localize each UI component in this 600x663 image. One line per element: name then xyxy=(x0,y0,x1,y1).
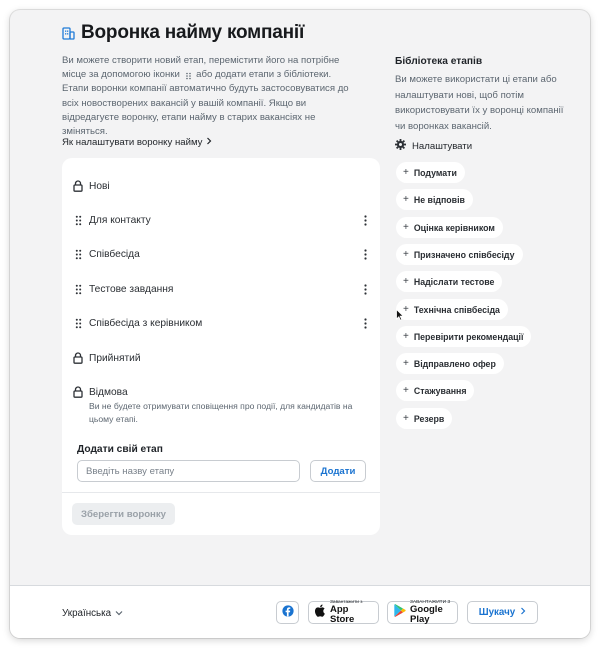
chip-label: Технічна співбесіда xyxy=(413,304,500,315)
chip-label: Оцінка керівником xyxy=(413,222,495,233)
facebook-icon xyxy=(282,604,294,622)
chip-label: Не відповів xyxy=(413,194,465,205)
stage-label: Тестове завдання xyxy=(89,283,174,295)
building-icon xyxy=(62,27,75,40)
lock-icon xyxy=(72,351,84,365)
library-chip[interactable] xyxy=(396,189,473,210)
drag-handle-icon xyxy=(185,71,192,79)
app-store-small-label: Завантажити з xyxy=(330,600,363,605)
library-chip[interactable] xyxy=(396,217,503,238)
chip-label: Перевірити рекомендації xyxy=(413,331,524,342)
google-play-link[interactable] xyxy=(387,601,458,624)
page-header xyxy=(62,22,304,44)
chip-label: Надіслати тестове xyxy=(413,276,495,287)
google-play-small-label: ЗАВАНТАЖИТИ З xyxy=(410,600,451,605)
library-settings-button[interactable] xyxy=(395,139,472,153)
save-pipeline-button[interactable]: Зберегти воронку xyxy=(72,503,175,525)
library-chip[interactable] xyxy=(396,353,504,374)
stage-row xyxy=(62,174,380,198)
plus-icon: + xyxy=(403,221,409,233)
stage-row[interactable] xyxy=(62,277,380,301)
library-chip[interactable] xyxy=(396,244,523,265)
facebook-link[interactable] xyxy=(276,601,299,624)
library-chip[interactable] xyxy=(396,299,508,320)
more-vertical-icon[interactable] xyxy=(360,282,370,296)
drag-handle-icon[interactable] xyxy=(72,316,84,330)
library-title: Бібліотека етапів xyxy=(395,56,483,67)
intro-text xyxy=(62,54,362,139)
job-seeker-label: Шукачу xyxy=(478,607,516,618)
footer xyxy=(10,585,590,638)
stage-row[interactable] xyxy=(62,208,380,232)
drag-handle-icon[interactable] xyxy=(72,247,84,261)
drag-handle-icon[interactable] xyxy=(72,282,84,296)
plus-icon: + xyxy=(403,166,409,178)
chevron-down-icon xyxy=(115,608,123,619)
drag-handle-icon[interactable] xyxy=(72,213,84,227)
mouse-cursor-icon xyxy=(396,309,404,321)
stage-row[interactable] xyxy=(62,311,380,335)
chip-label: Відправлено офер xyxy=(413,358,496,369)
app-store-label: App Store xyxy=(330,604,355,625)
library-chip[interactable] xyxy=(396,408,452,429)
plus-icon: + xyxy=(403,193,409,205)
pipeline-card xyxy=(62,158,380,535)
stage-label: Співбесіда xyxy=(89,248,140,260)
stage-label: Для контакту xyxy=(89,214,151,226)
chevron-right-icon xyxy=(520,607,526,618)
library-description: Ви можете використати ці етапи або налаштувати нові, щоб потім використовувати їх у воронці компанії чи воронках вакансій. xyxy=(395,74,564,132)
stage-name-input[interactable] xyxy=(77,460,300,482)
more-vertical-icon[interactable] xyxy=(360,316,370,330)
intro-line1-end: або додати етапи з бібліотеки. xyxy=(196,69,332,81)
plus-icon: + xyxy=(403,303,409,315)
lock-icon xyxy=(72,179,84,193)
plus-icon: + xyxy=(403,357,409,369)
library-chip[interactable] xyxy=(396,271,502,292)
intro-line2: Етапи воронки компанії автоматично будуть застосовуватися до всіх новостворених вакансій у вашій компанії. Якщо ви відредагуєте воронку, етапи найму в старих вакансіях не зміняться. xyxy=(62,83,349,138)
chevron-right-icon xyxy=(206,137,212,148)
plus-icon: + xyxy=(403,330,409,342)
add-stage-button[interactable]: Додати xyxy=(310,460,366,482)
language-select[interactable] xyxy=(62,608,123,619)
plus-icon: + xyxy=(403,412,409,424)
job-seeker-button[interactable] xyxy=(467,601,538,624)
google-play-label: Google Play xyxy=(410,604,443,625)
apple-icon xyxy=(315,604,326,622)
app-store-link[interactable] xyxy=(308,601,379,624)
stage-label: Нові xyxy=(89,180,110,192)
library-chip[interactable] xyxy=(396,326,531,347)
chip-label: Стажування xyxy=(413,385,467,396)
page-title: Воронка найму компанії xyxy=(81,22,305,43)
app-window xyxy=(10,10,590,638)
lock-icon xyxy=(72,385,84,399)
reject-stage-note: Ви не будете отримувати сповіщення про події, для кандидатів на цьому етапі. xyxy=(89,401,353,424)
google-play-icon xyxy=(394,604,406,622)
divider xyxy=(62,492,380,493)
gear-icon xyxy=(395,139,406,153)
stage-label: Прийнятий xyxy=(89,352,141,364)
language-label: Українська xyxy=(62,608,112,619)
library-chip[interactable] xyxy=(396,380,474,401)
library-settings-label: Налаштувати xyxy=(412,140,473,152)
how-to-setup-label: Як налаштувати воронку найму xyxy=(62,137,203,148)
chip-label: Резерв xyxy=(413,413,445,424)
stage-label: Відмова xyxy=(89,386,128,398)
more-vertical-icon[interactable] xyxy=(360,213,370,227)
how-to-setup-link[interactable] xyxy=(62,137,212,148)
stage-row[interactable] xyxy=(62,242,380,266)
library-chip[interactable] xyxy=(396,162,465,183)
chip-label: Призначено співбесіду xyxy=(413,249,515,260)
stage-row xyxy=(62,346,380,370)
plus-icon: + xyxy=(403,275,409,287)
add-stage-title: Додати свій етап xyxy=(77,444,163,455)
stage-label: Співбесіда з керівником xyxy=(89,317,203,329)
chip-label: Подумати xyxy=(413,167,457,178)
intro-line1-start: Ви можете створити новий етап, перемістити його на потрібне місце за допомогою іконки xyxy=(62,55,340,81)
plus-icon: + xyxy=(403,384,409,396)
more-vertical-icon[interactable] xyxy=(360,247,370,261)
plus-icon: + xyxy=(403,248,409,260)
